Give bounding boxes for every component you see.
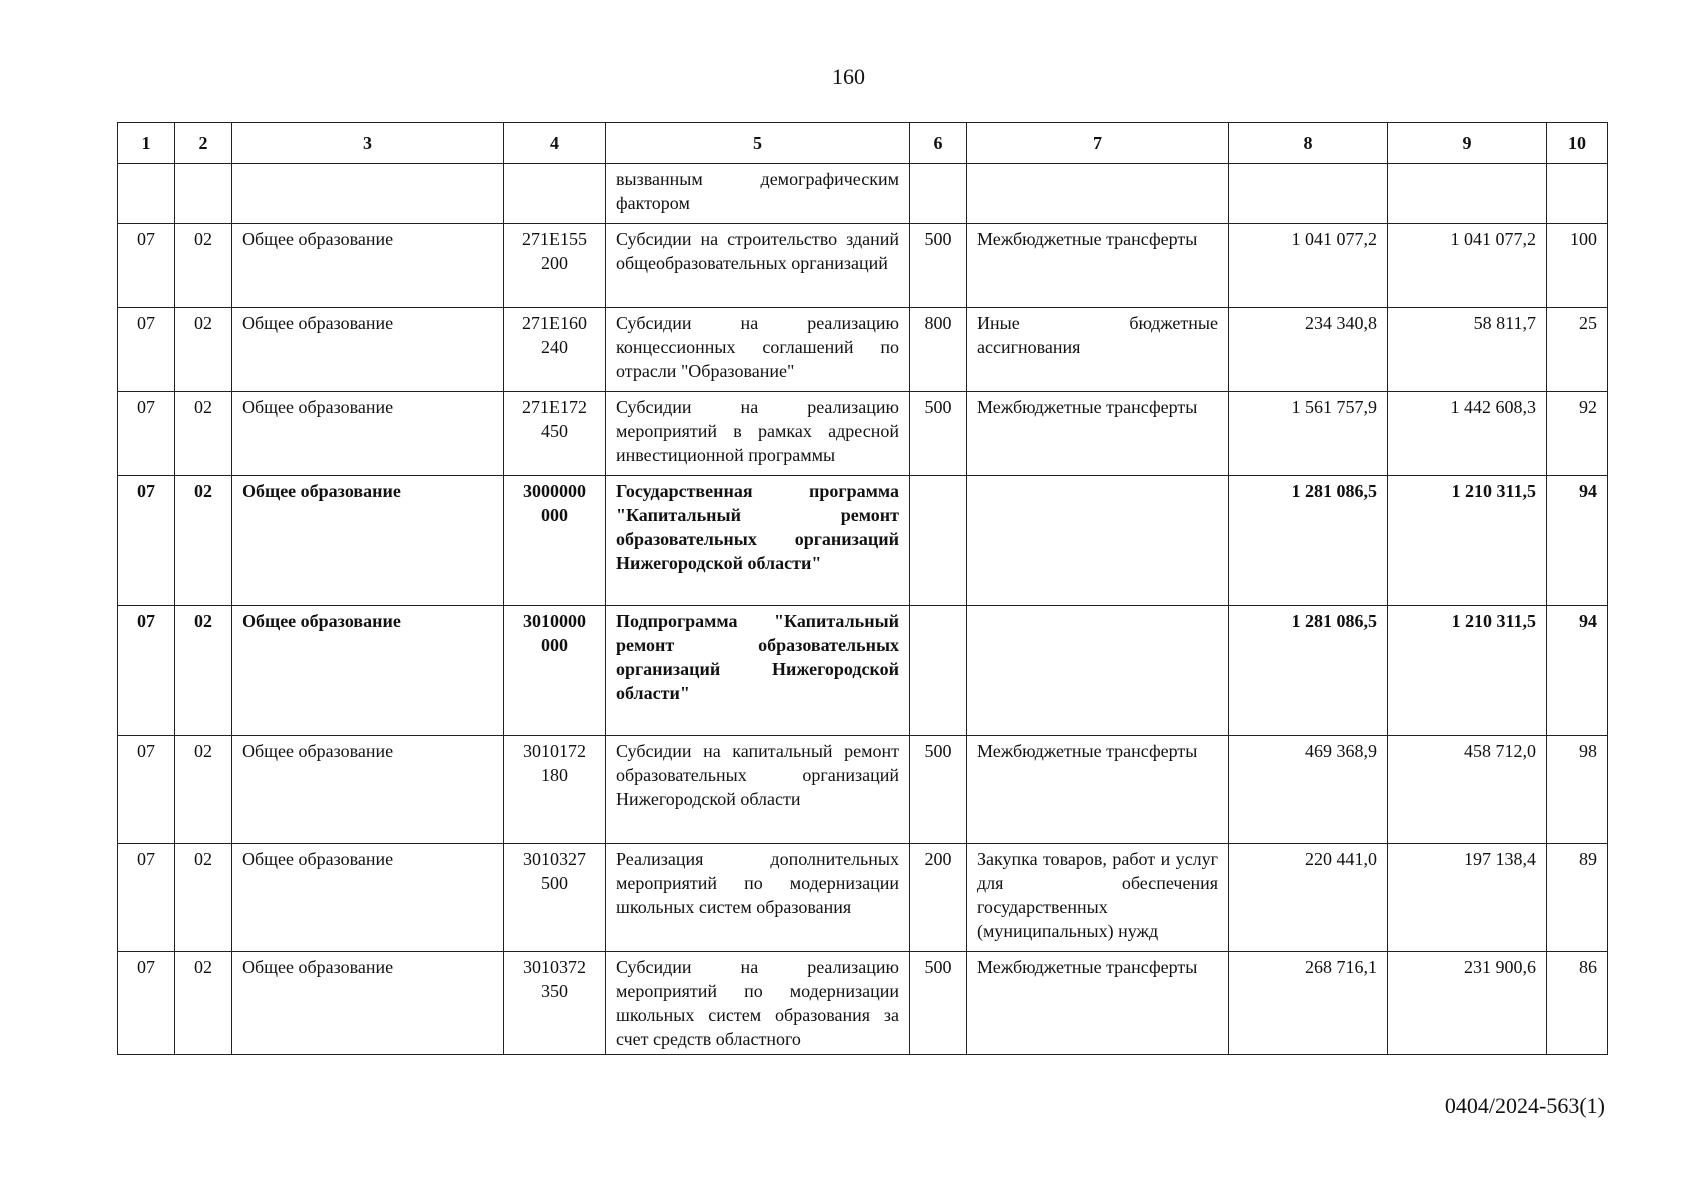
column-header: 8 xyxy=(1229,123,1388,164)
cell-percent: 25 xyxy=(1547,308,1608,392)
cell-actual-amount: 197 138,4 xyxy=(1388,844,1547,952)
cell-actual-amount xyxy=(1388,164,1547,224)
cell-plan-amount: 1 281 086,5 xyxy=(1229,606,1388,736)
cell-subsection-name: Общее образование xyxy=(232,392,504,476)
cell-plan-amount: 1 281 086,5 xyxy=(1229,476,1388,606)
column-header: 2 xyxy=(175,123,232,164)
cell-expense-type-code xyxy=(910,476,967,606)
cell-percent: 89 xyxy=(1547,844,1608,952)
cell-subsection: 02 xyxy=(175,224,232,308)
table-row xyxy=(118,736,1608,844)
table-row xyxy=(118,606,1608,736)
cell-subsection: 02 xyxy=(175,952,232,1055)
table-body xyxy=(118,164,1608,1055)
cell-expense-type-code: 200 xyxy=(910,844,967,952)
cell-target-name: Подпрограмма "Капитальный ремонт образовательных организаций Нижегородской области" xyxy=(606,606,910,736)
cell-subsection-name: Общее образование xyxy=(232,476,504,606)
cell-subsection: 02 xyxy=(175,606,232,736)
cell-subsection-name: Общее образование xyxy=(232,224,504,308)
column-header: 3 xyxy=(232,123,504,164)
cell-subsection: 02 xyxy=(175,736,232,844)
document-code: 0404/2024-563(1) xyxy=(1444,1093,1605,1118)
cell-actual-amount: 1 041 077,2 xyxy=(1388,224,1547,308)
cell-target-code: 271E172 450 xyxy=(504,392,606,476)
cell-section xyxy=(118,164,175,224)
cell-target-code xyxy=(504,164,606,224)
cell-section: 07 xyxy=(118,392,175,476)
cell-target-name: Субсидии на строительство зданий общеобразовательных организаций xyxy=(606,224,910,308)
cell-expense-type-name: Межбюджетные трансферты xyxy=(967,224,1229,308)
cell-section: 07 xyxy=(118,476,175,606)
cell-expense-type-code: 500 xyxy=(910,952,967,1055)
cell-percent: 94 xyxy=(1547,476,1608,606)
cell-subsection: 02 xyxy=(175,392,232,476)
page-number: 160 xyxy=(832,64,865,89)
cell-expense-type-name: Межбюджетные трансферты xyxy=(967,736,1229,844)
cell-plan-amount: 234 340,8 xyxy=(1229,308,1388,392)
cell-subsection-name xyxy=(232,164,504,224)
cell-actual-amount: 58 811,7 xyxy=(1388,308,1547,392)
cell-expense-type-code: 800 xyxy=(910,308,967,392)
table-row xyxy=(118,476,1608,606)
table-header-row xyxy=(118,123,1608,164)
cell-expense-type-name: Закупка товаров, работ и услуг для обеспечения государственных (муниципальных) нужд xyxy=(967,844,1229,952)
cell-percent: 92 xyxy=(1547,392,1608,476)
column-header: 9 xyxy=(1388,123,1547,164)
cell-subsection-name: Общее образование xyxy=(232,606,504,736)
cell-percent: 98 xyxy=(1547,736,1608,844)
cell-target-name: вызванным демографическим фактором xyxy=(606,164,910,224)
cell-target-code: 3010327 500 xyxy=(504,844,606,952)
cell-target-name: Субсидии на реализацию мероприятий в рамках адресной инвестиционной программы xyxy=(606,392,910,476)
cell-percent: 100 xyxy=(1547,224,1608,308)
cell-section: 07 xyxy=(118,736,175,844)
cell-plan-amount: 469 368,9 xyxy=(1229,736,1388,844)
table-row xyxy=(118,224,1608,308)
cell-target-name: Реализация дополнительных мероприятий по модернизации школьных систем образования xyxy=(606,844,910,952)
table-row xyxy=(118,308,1608,392)
cell-subsection-name: Общее образование xyxy=(232,952,504,1055)
cell-plan-amount: 268 716,1 xyxy=(1229,952,1388,1055)
cell-expense-type-name xyxy=(967,164,1229,224)
cell-expense-type-code xyxy=(910,164,967,224)
cell-section: 07 xyxy=(118,308,175,392)
cell-target-code: 3010372 350 xyxy=(504,952,606,1055)
cell-percent: 94 xyxy=(1547,606,1608,736)
column-header: 7 xyxy=(967,123,1229,164)
cell-subsection: 02 xyxy=(175,476,232,606)
cell-expense-type-code: 500 xyxy=(910,224,967,308)
cell-target-name: Субсидии на капитальный ремонт образовательных организаций Нижегородской области xyxy=(606,736,910,844)
cell-plan-amount: 1 041 077,2 xyxy=(1229,224,1388,308)
cell-subsection: 02 xyxy=(175,844,232,952)
cell-subsection xyxy=(175,164,232,224)
column-header: 6 xyxy=(910,123,967,164)
cell-actual-amount: 1 210 311,5 xyxy=(1388,476,1547,606)
cell-actual-amount: 231 900,6 xyxy=(1388,952,1547,1055)
cell-subsection: 02 xyxy=(175,308,232,392)
cell-percent xyxy=(1547,164,1608,224)
cell-actual-amount: 1 210 311,5 xyxy=(1388,606,1547,736)
cell-expense-type-code: 500 xyxy=(910,392,967,476)
table-row xyxy=(118,164,1608,224)
cell-section: 07 xyxy=(118,844,175,952)
cell-actual-amount: 1 442 608,3 xyxy=(1388,392,1547,476)
cell-section: 07 xyxy=(118,952,175,1055)
cell-target-name: Субсидии на реализацию концессионных соглашений по отрасли "Образование" xyxy=(606,308,910,392)
table-row xyxy=(118,392,1608,476)
cell-expense-type-code xyxy=(910,606,967,736)
cell-target-code: 271E155 200 xyxy=(504,224,606,308)
cell-subsection-name: Общее образование xyxy=(232,844,504,952)
cell-subsection-name: Общее образование xyxy=(232,308,504,392)
column-header: 5 xyxy=(606,123,910,164)
cell-plan-amount xyxy=(1229,164,1388,224)
cell-target-code: 271E160 240 xyxy=(504,308,606,392)
column-header: 10 xyxy=(1547,123,1608,164)
cell-target-code: 3010172 180 xyxy=(504,736,606,844)
cell-target-name: Государственная программа "Капитальный ремонт образовательных организаций Нижегородской области" xyxy=(606,476,910,606)
column-header: 4 xyxy=(504,123,606,164)
cell-expense-type-name: Межбюджетные трансферты xyxy=(967,952,1229,1055)
cell-section: 07 xyxy=(118,224,175,308)
cell-plan-amount: 1 561 757,9 xyxy=(1229,392,1388,476)
cell-percent: 86 xyxy=(1547,952,1608,1055)
cell-expense-type-name: Иные бюджетные ассигнования xyxy=(967,308,1229,392)
cell-expense-type-code: 500 xyxy=(910,736,967,844)
table-row xyxy=(118,952,1608,1055)
budget-table xyxy=(117,122,1608,1055)
cell-subsection-name: Общее образование xyxy=(232,736,504,844)
cell-plan-amount: 220 441,0 xyxy=(1229,844,1388,952)
cell-target-code: 3010000 000 xyxy=(504,606,606,736)
table-row xyxy=(118,844,1608,952)
cell-expense-type-name: Межбюджетные трансферты xyxy=(967,392,1229,476)
cell-expense-type-name xyxy=(967,476,1229,606)
cell-target-code: 3000000 000 xyxy=(504,476,606,606)
cell-actual-amount: 458 712,0 xyxy=(1388,736,1547,844)
cell-expense-type-name xyxy=(967,606,1229,736)
cell-target-name: Субсидии на реализацию мероприятий по модернизации школьных систем образования за счет средств областного xyxy=(606,952,910,1055)
cell-section: 07 xyxy=(118,606,175,736)
column-header: 1 xyxy=(118,123,175,164)
